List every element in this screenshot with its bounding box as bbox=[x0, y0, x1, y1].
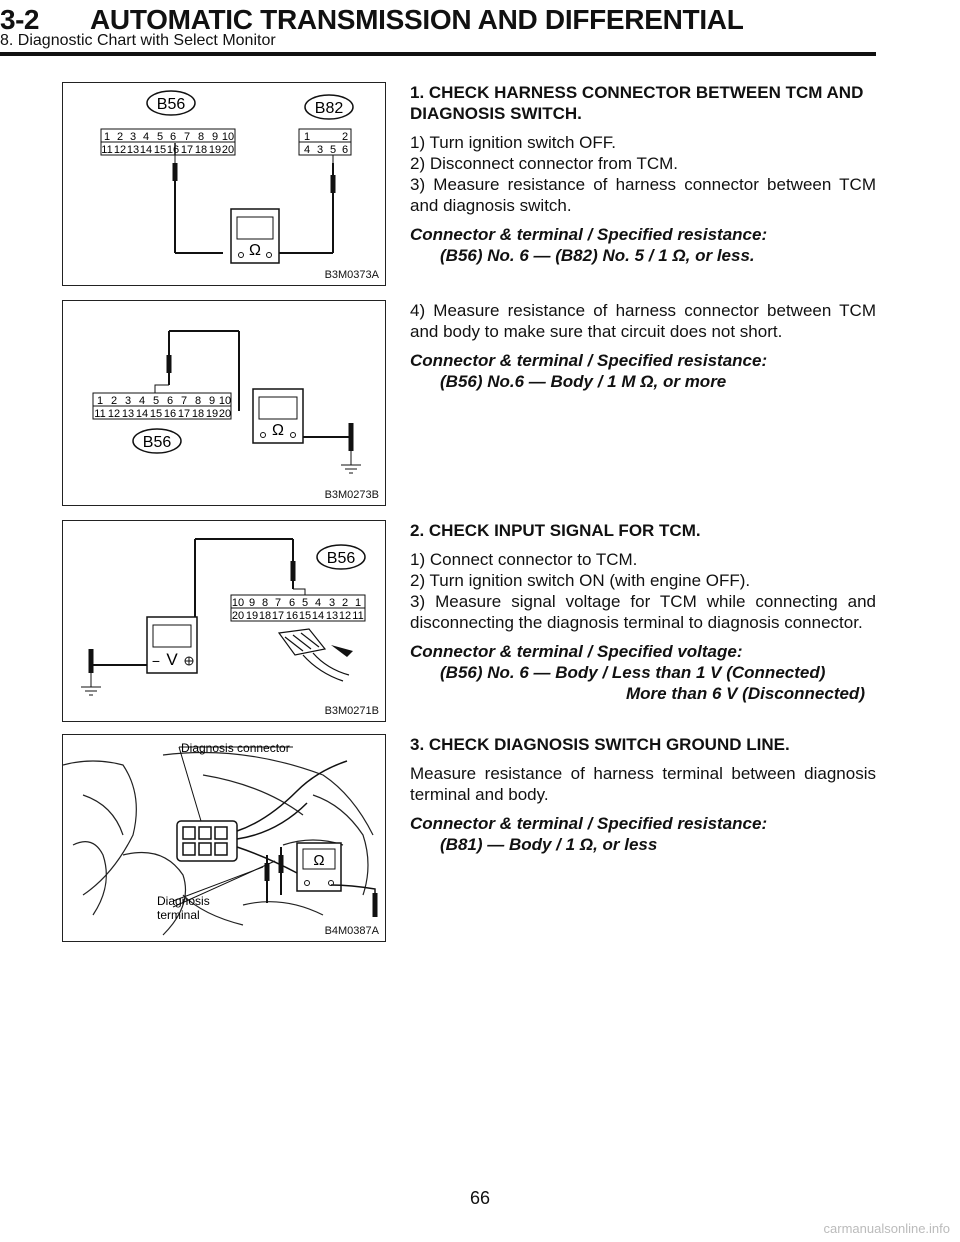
svg-text:9: 9 bbox=[211, 131, 219, 143]
svg-text:15: 15 bbox=[153, 144, 167, 156]
svg-text:1: 1 bbox=[103, 131, 111, 143]
svg-text:10: 10 bbox=[221, 131, 235, 143]
header-rule bbox=[0, 52, 876, 56]
step-3-heading: 3. CHECK DIAGNOSIS SWITCH GROUND LINE. bbox=[410, 735, 790, 754]
svg-text:2: 2 bbox=[341, 597, 349, 609]
svg-text:Ω: Ω bbox=[249, 242, 261, 259]
connector-label-b56: B56 bbox=[156, 96, 186, 113]
spec-value-disconnected: More than 6 V (Disconnected) bbox=[626, 684, 865, 703]
spec-title: Connector & terminal / Specified resistance: bbox=[410, 351, 768, 370]
connector-label-b56: B56 bbox=[142, 434, 172, 451]
svg-text:3: 3 bbox=[129, 131, 137, 143]
chapter-subtitle: 8. Diagnostic Chart with Select Monitor bbox=[0, 32, 276, 49]
spec-value: (B81) — Body / 1 Ω, or less bbox=[440, 835, 658, 854]
svg-text:11: 11 bbox=[352, 610, 364, 622]
figure-b4m0387a bbox=[62, 734, 386, 942]
svg-text:18: 18 bbox=[194, 144, 208, 156]
svg-text:20: 20 bbox=[218, 408, 232, 420]
label-diagnosis-terminal-1: Diagnosis bbox=[157, 894, 210, 908]
svg-text:6: 6 bbox=[341, 144, 349, 156]
svg-text:14: 14 bbox=[135, 408, 149, 420]
watermark: carmanualsonline.info bbox=[823, 1221, 950, 1236]
svg-text:18: 18 bbox=[258, 610, 272, 622]
svg-text:−: − bbox=[151, 653, 161, 669]
svg-text:5: 5 bbox=[152, 395, 160, 407]
svg-text:11: 11 bbox=[94, 408, 106, 420]
label-diagnosis-connector: Diagnosis connector bbox=[181, 741, 290, 755]
harness-diagram-1 bbox=[63, 83, 387, 287]
figure-b3m0271b bbox=[62, 520, 386, 722]
step-1-3: 3) Measure resistance of harness connector between TCM and diagnosis switch. bbox=[410, 175, 876, 215]
svg-text:14: 14 bbox=[139, 144, 153, 156]
svg-text:4: 4 bbox=[303, 144, 311, 156]
svg-text:19: 19 bbox=[208, 144, 222, 156]
svg-text:13: 13 bbox=[121, 408, 135, 420]
spec-value: (B56) No.6 — Body / 1 M Ω, or more bbox=[440, 372, 727, 391]
svg-text:5: 5 bbox=[301, 597, 309, 609]
svg-text:6: 6 bbox=[169, 131, 177, 143]
svg-text:10: 10 bbox=[218, 395, 232, 407]
svg-text:13: 13 bbox=[126, 144, 140, 156]
svg-text:5: 5 bbox=[329, 144, 337, 156]
svg-text:7: 7 bbox=[180, 395, 188, 407]
svg-text:13: 13 bbox=[325, 610, 339, 622]
step-3-text bbox=[410, 734, 876, 855]
harness-diagram-2 bbox=[63, 301, 387, 507]
svg-text:3: 3 bbox=[316, 144, 324, 156]
page-number: 66 bbox=[469, 1188, 491, 1208]
step-2-heading: 2. CHECK INPUT SIGNAL FOR TCM. bbox=[410, 521, 701, 540]
svg-text:19: 19 bbox=[205, 408, 219, 420]
figure-code: B4M0387A bbox=[324, 925, 379, 937]
svg-text:4: 4 bbox=[142, 131, 150, 143]
svg-text:6: 6 bbox=[166, 395, 174, 407]
step-2-3: 3) Measure signal voltage for TCM while connecting and disconnecting the diagnosis terminal to diagnosis connector. bbox=[410, 592, 876, 632]
chapter-title: AUTOMATIC TRANSMISSION AND DIFFERENTIAL bbox=[90, 4, 744, 35]
step-1-heading: 1. CHECK HARNESS CONNECTOR BETWEEN TCM AND DIAGNOSIS SWITCH. bbox=[410, 83, 864, 123]
svg-text:20: 20 bbox=[221, 144, 235, 156]
spec-title: Connector & terminal / Specified resistance: bbox=[410, 814, 768, 833]
svg-text:17: 17 bbox=[180, 144, 194, 156]
section-number: 3-2 bbox=[0, 4, 39, 35]
svg-text:16: 16 bbox=[285, 610, 299, 622]
svg-text:6: 6 bbox=[288, 597, 296, 609]
spec-title: Connector & terminal / Specified resistance: bbox=[410, 225, 768, 244]
step-2-1: 1) Connect connector to TCM. bbox=[410, 550, 638, 569]
svg-text:9: 9 bbox=[248, 597, 256, 609]
svg-text:4: 4 bbox=[314, 597, 322, 609]
svg-text:19: 19 bbox=[245, 610, 259, 622]
step-1-2: 2) Disconnect connector from TCM. bbox=[410, 154, 678, 173]
diagnosis-photo-drawing bbox=[63, 735, 387, 943]
svg-text:8: 8 bbox=[194, 395, 202, 407]
svg-text:1: 1 bbox=[96, 395, 104, 407]
step-2-2: 2) Turn ignition switch ON (with engine OFF). bbox=[410, 571, 751, 590]
svg-text:4: 4 bbox=[138, 395, 146, 407]
svg-text:12: 12 bbox=[107, 408, 121, 420]
step-1b-text bbox=[410, 300, 876, 392]
spec-value: (B56) No. 6 — (B82) No. 5 / 1 Ω, or less. bbox=[440, 246, 755, 265]
svg-text:Ω: Ω bbox=[313, 852, 325, 869]
svg-text:2: 2 bbox=[341, 131, 349, 143]
step-1-text bbox=[410, 82, 876, 266]
svg-text:12: 12 bbox=[338, 610, 352, 622]
svg-text:10: 10 bbox=[231, 597, 245, 609]
spec-value-connected: (B56) No. 6 — Body / Less than 1 V (Connected) bbox=[440, 663, 826, 682]
spec-title: Connector & terminal / Specified voltage: bbox=[410, 642, 743, 661]
svg-text:16: 16 bbox=[166, 144, 180, 156]
harness-diagram-3 bbox=[63, 521, 387, 723]
svg-text:5: 5 bbox=[156, 131, 164, 143]
svg-text:18: 18 bbox=[191, 408, 205, 420]
svg-text:14: 14 bbox=[311, 610, 325, 622]
svg-text:15: 15 bbox=[298, 610, 312, 622]
svg-text:Ω: Ω bbox=[272, 422, 284, 439]
svg-text:1: 1 bbox=[354, 597, 362, 609]
svg-text:3: 3 bbox=[328, 597, 336, 609]
figure-code: B3M0373A bbox=[324, 269, 379, 281]
step-2-text bbox=[410, 520, 876, 704]
step-1-1: 1) Turn ignition switch OFF. bbox=[410, 133, 616, 152]
svg-text:11: 11 bbox=[101, 144, 113, 156]
label-diagnosis-terminal-2: terminal bbox=[157, 908, 200, 922]
svg-text:8: 8 bbox=[261, 597, 269, 609]
svg-text:15: 15 bbox=[149, 408, 163, 420]
svg-text:16: 16 bbox=[163, 408, 177, 420]
svg-text:7: 7 bbox=[183, 131, 191, 143]
svg-text:12: 12 bbox=[113, 144, 127, 156]
page-header bbox=[0, 0, 960, 60]
svg-text:7: 7 bbox=[274, 597, 282, 609]
step-3-body: Measure resistance of harness terminal between diagnosis terminal and body. bbox=[410, 764, 876, 804]
figure-code: B3M0273B bbox=[324, 489, 379, 501]
svg-text:17: 17 bbox=[271, 610, 285, 622]
connector-label-b82: B82 bbox=[314, 100, 344, 117]
svg-text:9: 9 bbox=[208, 395, 216, 407]
connector-label-b56: B56 bbox=[326, 550, 356, 567]
figure-b3m0273b bbox=[62, 300, 386, 506]
svg-text:3: 3 bbox=[124, 395, 132, 407]
svg-text:17: 17 bbox=[177, 408, 191, 420]
svg-text:8: 8 bbox=[197, 131, 205, 143]
step-1-4: 4) Measure resistance of harness connector between TCM and body to make sure that circuit does not short. bbox=[410, 301, 876, 341]
svg-text:20: 20 bbox=[231, 610, 245, 622]
svg-text:2: 2 bbox=[116, 131, 124, 143]
svg-text:V: V bbox=[166, 650, 178, 669]
svg-text:2: 2 bbox=[110, 395, 118, 407]
figure-b3m0373a bbox=[62, 82, 386, 286]
svg-text:1: 1 bbox=[303, 131, 311, 143]
figure-code: B3M0271B bbox=[324, 705, 379, 717]
